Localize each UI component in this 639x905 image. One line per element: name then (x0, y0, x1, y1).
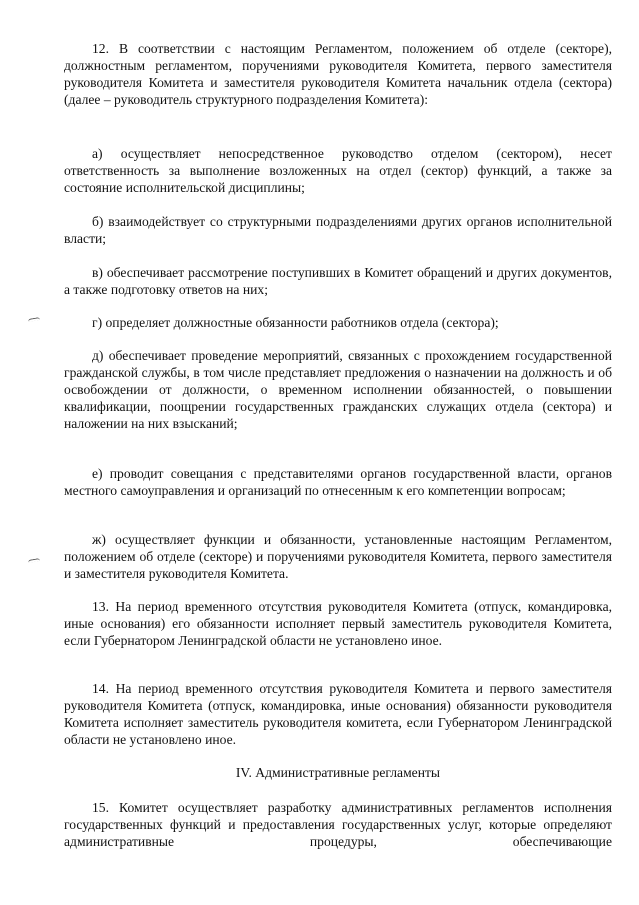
paragraph-12e: е) проводит совещания с представителями органов государственной власти, органов местного самоуправления и организаций по отнесенным к его компетенции вопросам; (64, 466, 612, 498)
paragraph-12a: а) осуществляет непосредственное руководство отделом (сектором), несет ответственность за выполнение возложенных на отдел (сектор) функций, а также за состояние исполнительской дисциплины; (64, 146, 612, 195)
scan-mark-bottom (28, 558, 40, 563)
paragraph-12v: в) обеспечивает рассмотрение поступивших в Комитет обращений и других документов, а также подготовку ответов на них; (64, 265, 612, 297)
paragraph-12zh: ж) осуществляет функции и обязанности, установленные настоящим Регламентом, положением об отделе (секторе) и поручениями руководителя Комитета, первого заместителя и заместителя руководителя Комитета. (64, 532, 612, 581)
paragraph-12: 12. В соответствии с настоящим Регламентом, положением об отделе (секторе), должностным регламентом, поручениями руководителя Комитета, первого заместителя руководителя Комитета и заместителя руководителя Комитета начальник отдела (сектора) (далее – руководитель структурного подразделения Комитета): (64, 41, 612, 107)
paragraph-13: 13. На период временного отсутствия руководителя Комитета (отпуск, командировка, иные основания) его обязанности исполняет первый заместитель руководителя Комитета, если Губернатором Ленинградской области не установлено иное. (64, 599, 612, 648)
paragraph-12g: г) определяет должностные обязанности работников отдела (сектора); (92, 315, 499, 330)
paragraph-15: 15. Комитет осуществляет разработку административных регламентов исполнения государственных функций и предоставления государственных услуг, которые определяют административные процедуры, обеспечивающие (64, 800, 612, 849)
paragraph-12d: д) обеспечивает проведение мероприятий, связанных с прохождением государственной гражданской службы, в том числе представляет предложения о назначении на должность и об освобождении от должности, о временном исполнении обязанностей, о повышении квалификации, поощрении государственных гражданских служащих отдела (сектора) и наложении на них взысканий; (64, 348, 612, 431)
paragraph-12b: б) взаимодействует со структурными подразделениями других органов исполнительной власти; (64, 214, 612, 246)
scan-mark-top (28, 317, 40, 322)
paragraph-14: 14. На период временного отсутствия руководителя Комитета и первого заместителя руководителя Комитета (отпуск, командировка, иные основания) обязанности руководителя Комитета исполняет заместитель руководителя комитета, если Губернатором Ленинградской области не установлено иное. (64, 681, 612, 747)
section-heading: IV. Административные регламенты (235, 765, 441, 780)
